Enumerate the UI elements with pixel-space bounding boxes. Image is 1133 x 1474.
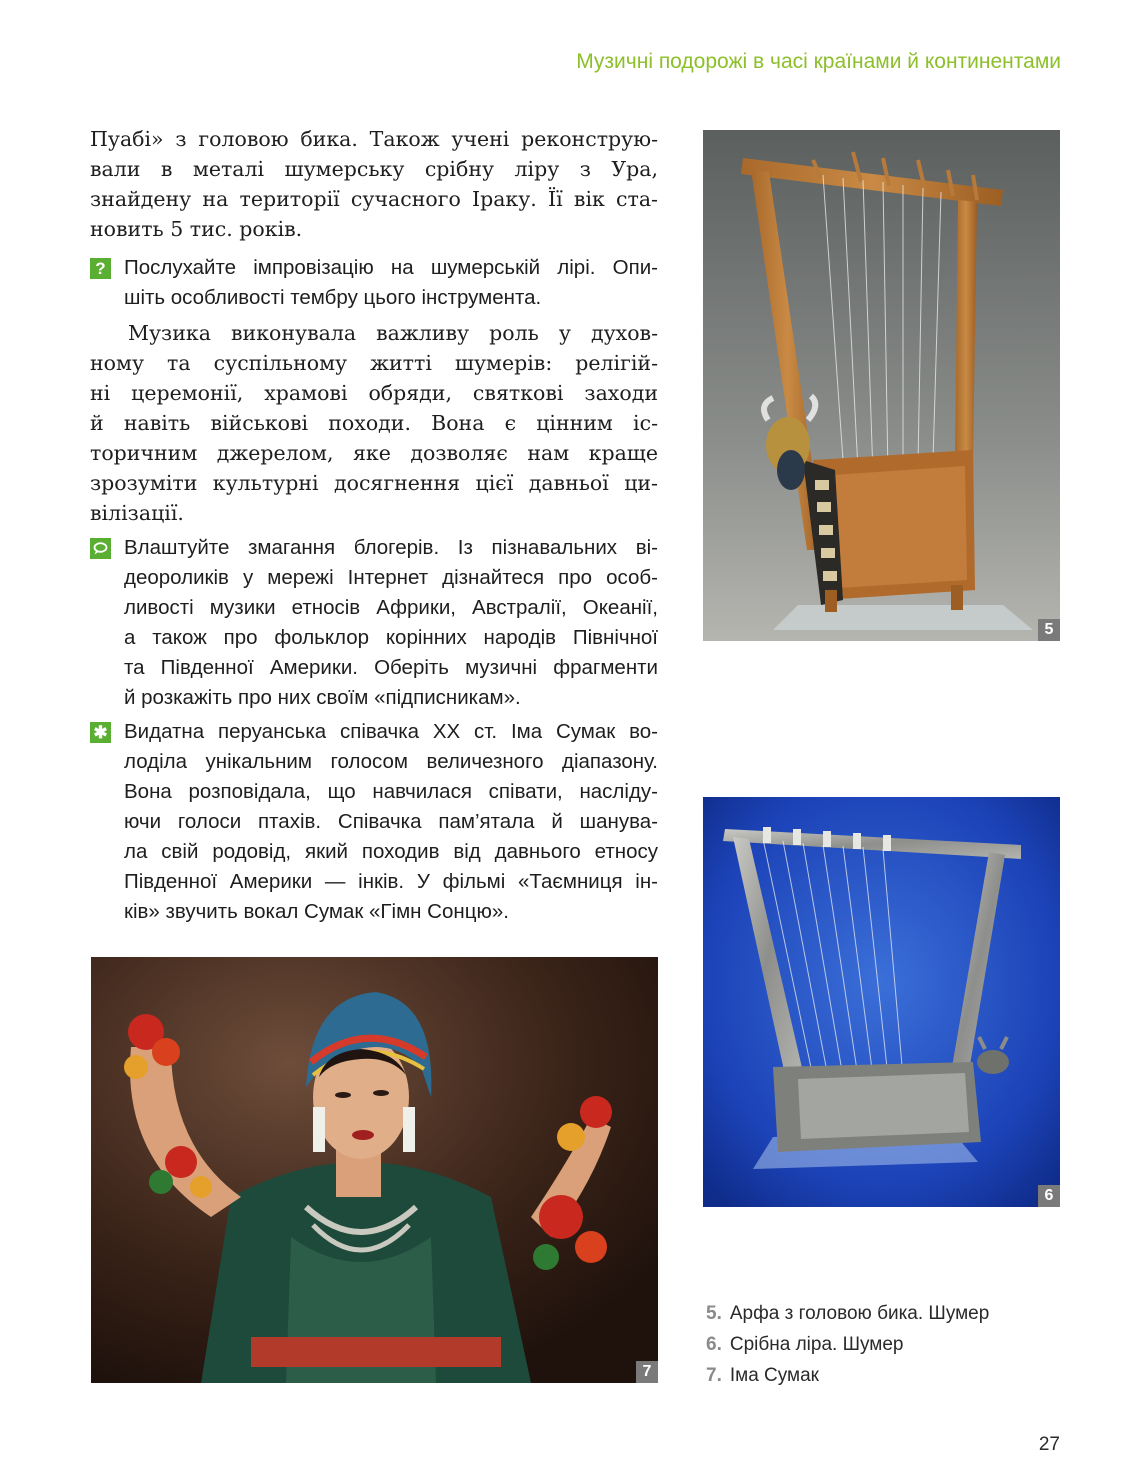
text-line: шіть особливості тембру цього інструмента. — [124, 286, 542, 309]
body-paragraph-2 — [90, 318, 658, 528]
text-line: новить 5 тис. років. — [90, 217, 303, 241]
question-icon: ? — [90, 258, 111, 279]
caption-item — [706, 1300, 989, 1331]
text-line: Видатна перуанська співачка XX ст. Іма Сумак во- — [124, 720, 658, 743]
caption-number: 7. — [706, 1365, 722, 1386]
bull-harp-photo — [703, 130, 1060, 641]
text-line: Пуабі» з головою бика. Також учені реконструю- — [90, 127, 658, 151]
text-line: Музика виконувала важливу роль у духов- — [128, 321, 658, 345]
text-line: ючи голоси птахів. Співачка пам’ятала й шанува- — [124, 810, 658, 833]
text-line: ків» звучить вокал Сумак «Гімн Сонцю». — [124, 900, 509, 923]
text-line: й розкажіть про них своїм «підписникам». — [124, 686, 521, 709]
running-head: Музичні подорожі в часі країнами й континентами — [576, 50, 1061, 73]
caption-number: 6. — [706, 1334, 722, 1355]
chat-icon — [90, 538, 111, 559]
interesting-fact — [90, 717, 658, 927]
text-line: деороликів у мережі Інтернет дізнайтеся про особ- — [124, 566, 658, 589]
asterisk-icon: ✱ — [90, 722, 111, 743]
text-line: та Південної Америки. Оберіть музичні фрагменти — [124, 656, 658, 679]
text-line: знайдену на території сучасного Іраку. Її вік ста- — [90, 187, 658, 211]
text-line: а також про фольклор корінних народів Північної — [124, 626, 658, 649]
caption-number: 5. — [706, 1303, 722, 1324]
text-line: ла свій родовід, який походив від давнього етносу — [124, 840, 658, 863]
caption-text: Іма Сумак — [729, 1365, 819, 1386]
text-line: ливості музики етносів Африки, Австралії, Океанії, — [124, 596, 658, 619]
body-paragraph-1 — [90, 124, 658, 244]
page-number: 27 — [1038, 1434, 1060, 1455]
figure-number: 5 — [1038, 619, 1060, 641]
text-line: ні церемонії, храмові обряди, святкові заходи — [90, 381, 658, 405]
figure-number: 6 — [1038, 1185, 1060, 1207]
text-line: вали в металі шумерську срібну ліру з Ура, — [90, 157, 658, 181]
text-line: ному та суспільному житті шумерів: релігій- — [90, 351, 658, 375]
caption-item — [706, 1362, 989, 1393]
text-line: Вона розповідала, що навчилася співати, наслiду- — [124, 780, 658, 803]
caption-item — [706, 1331, 989, 1362]
caption-text: Срібна ліра. Шумер — [729, 1334, 904, 1355]
text-line: зрозуміти культурні досягнення цієї давньої ци- — [90, 471, 658, 495]
text-line: й навіть військові походи. Вона є цінним іс- — [90, 411, 658, 435]
text-line: Послухайте імпровізацію на шумерській лірі. Опи- — [124, 256, 658, 279]
figure-captions — [706, 1300, 989, 1393]
text-line: Південної Америки — інків. У фільмі «Таємниця ін- — [124, 870, 658, 893]
text-line: лоділа унікальним голосом величезного діапазону. — [124, 750, 658, 773]
yma-sumac-photo — [91, 957, 658, 1383]
text-line: торичним джерелом, яке дозволяє нам краще — [90, 441, 658, 465]
text-line: Влаштуйте змагання блогерів. Із пізнавальних ві- — [124, 536, 658, 559]
figure-number: 7 — [636, 1361, 658, 1383]
silver-lyre-photo — [703, 797, 1060, 1207]
text-line: вілізації. — [90, 501, 184, 525]
caption-text: Арфа з головою бика. Шумер — [729, 1303, 990, 1324]
listening-task — [90, 253, 658, 313]
blogger-task — [90, 533, 658, 713]
